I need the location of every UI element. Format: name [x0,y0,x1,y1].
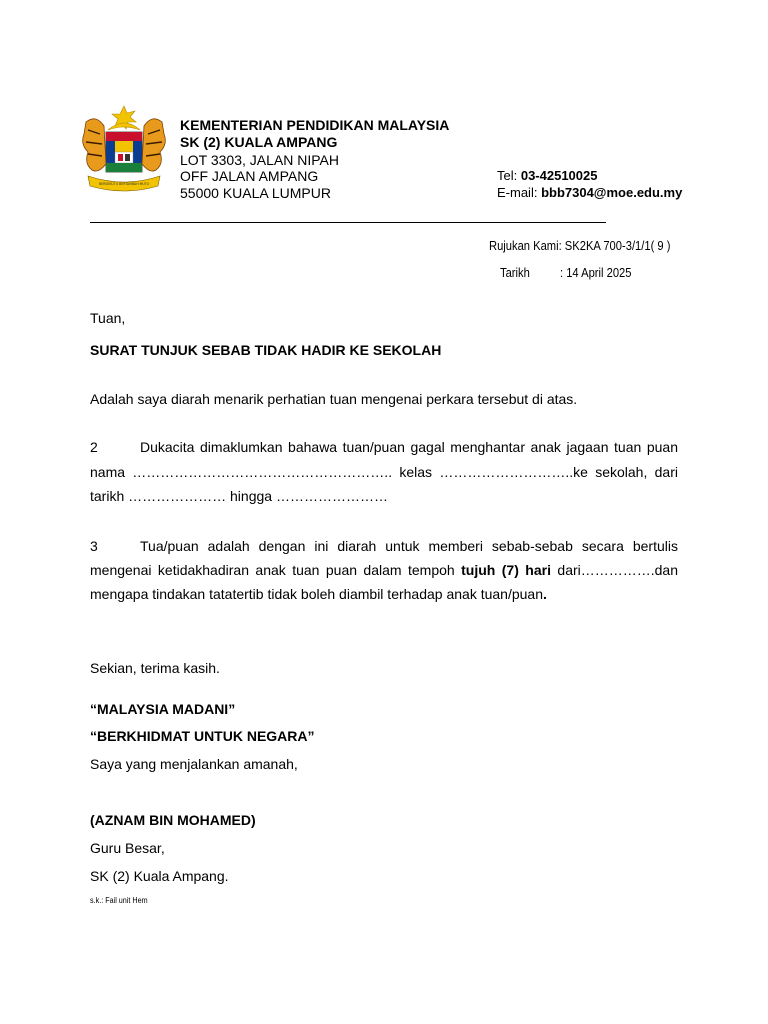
slogan-malaysia-madani: “MALAYSIA MADANI” [90,701,236,717]
email-label: E-mail: [497,185,542,200]
date-label: Tarikh [500,265,530,280]
paragraph-2-line-2: nama ……………………………………………….. kelas ………………………..ke sekolah, dari [90,464,678,480]
telephone-label: Tel: [497,168,521,183]
paragraph-3-duration: tujuh (7) hari [461,562,551,578]
closing: Sekian, terima kasih. [90,660,220,676]
salutation: Tuan, [90,310,126,326]
paragraph-3-line-3-end: . [543,586,547,602]
paragraph-3-line-2-before: mengenai ketidakhadiran anak tuan puan dalam tempoh [90,562,462,578]
svg-text:BERSEKUTU BERTAMBAH MUTU: BERSEKUTU BERTAMBAH MUTU [98,182,150,186]
letterhead-divider [90,222,606,223]
address-line-3: 55000 KUALA LUMPUR [180,185,331,201]
email-address: bbb7304@moe.edu.my [541,185,683,200]
paragraph-2-line-1: Dukacita dimaklumkan bahawa tuan/puan gagal menghantar anak jagaan tuan puan [140,439,678,455]
paragraph-2-line-3: tarikh ………………… hingga …………………… [90,488,388,504]
slogan-berkhidmat: “BERKHIDMAT UNTUK NEGARA” [90,728,315,744]
email [497,185,682,200]
date-value: : 14 April 2025 [560,265,632,280]
telephone-number: 03-42510025 [520,168,598,183]
ministry-name: KEMENTERIAN PENDIDIKAN MALAYSIA [180,117,450,133]
signatory-name: (AZNAM BIN MOHAMED) [90,812,256,828]
paragraph-3-line-3 [90,586,547,602]
address-line-1: LOT 3303, JALAN NIPAH [180,152,339,168]
paragraph-3-line-2 [90,562,678,578]
trust-line: Saya yang menjalankan amanah, [90,756,298,772]
paragraph-3-line-1: Tua/puan adalah dengan ini diarah untuk memberi sebab-sebab secara bertulis [140,538,678,554]
paragraph-2-number: 2 [90,439,98,455]
address-line-2: OFF JALAN AMPANG [180,168,319,184]
intro-paragraph: Adalah saya diarah menarik perhatian tuan mengenai perkara tersebut di atas. [90,391,578,407]
paragraph-3-line-2-after: dari…………….dan [550,562,679,578]
reference-number: Rujukan Kami: SK2KA 700-3/1/1( 9 ) [489,238,671,253]
letter-subject: SURAT TUNJUK SEBAB TIDAK HADIR KE SEKOLAH [90,342,442,358]
carbon-copy-note: s.k.: Fail unit Hem [90,896,148,905]
signatory-title: Guru Besar, [90,840,165,856]
malaysia-coat-of-arms-icon [74,104,174,196]
school-name: SK (2) KUALA AMPANG [180,134,338,150]
paragraph-3-line-3-text: mengapa tindakan tatatertib tidak boleh diambil terhadap anak tuan/puan [90,586,543,602]
paragraph-3-number: 3 [90,538,98,554]
signatory-school: SK (2) Kuala Ampang. [90,868,229,884]
telephone [497,168,597,183]
